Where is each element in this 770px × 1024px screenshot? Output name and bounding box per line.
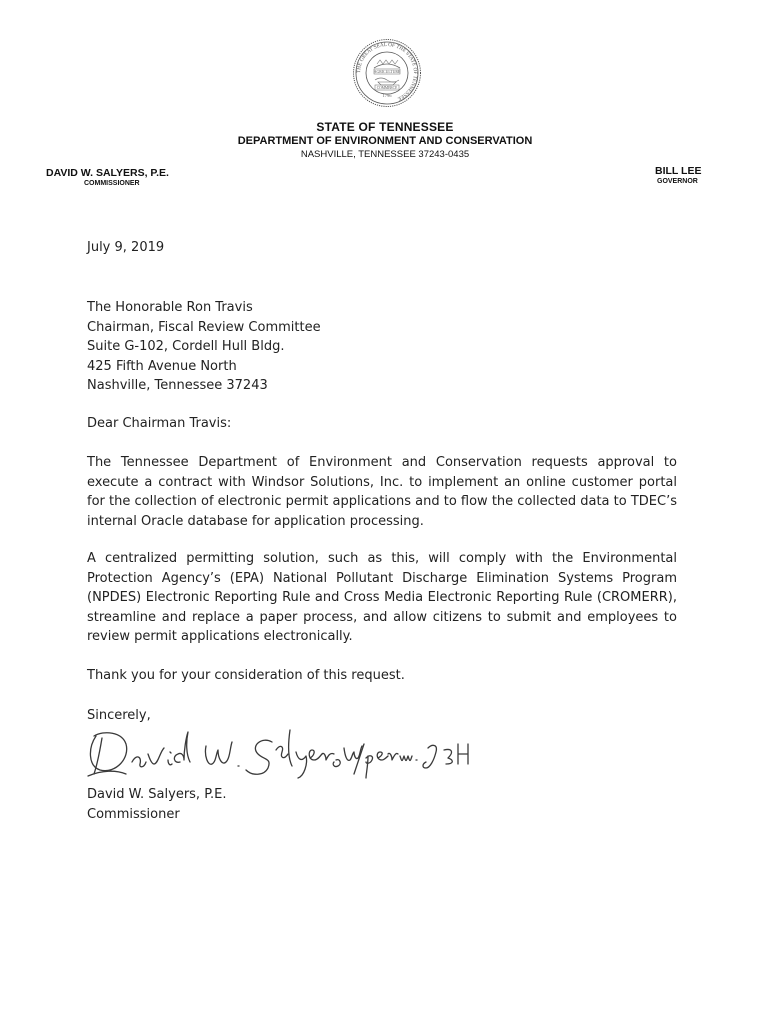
body-paragraph-1: The Tennessee Department of Environment and Conservation requests approval to execute a contract with Windsor Solutions, Inc. to implement an online customer portal for the collection of electronic permit applications and to flow the collected data to TDEC’s internal Oracle database for application processing. — [87, 455, 677, 529]
seal-year: 1796 — [382, 93, 392, 98]
seal-ring-text: THE GREAT SEAL OF THE STATE OF TENNESSEE — [355, 41, 419, 102]
recipient-line: Nashville, Tennessee 37243 — [87, 378, 268, 393]
department-address: NASHVILLE, TENNESSEE 37243-0435 — [300, 149, 470, 160]
body-paragraph-2: A centralized permitting solution, such as this, will comply with the Environmental Protection Agency’s (EPA) National Pollutant Discharge Elimination Systems Program (NPDES) Electronic Reporting Rule and Cross Media Electronic Reporting Rule (CROMERR), streamline and replace a paper process, and allow citizens to submit and employees to review permit applications electronically. — [87, 551, 677, 644]
tennessee-state-seal — [352, 38, 422, 108]
commissioner-name: DAVID W. SALYERS, P.E. — [46, 167, 169, 179]
signature-text: David W. Salyers w/perm. JLH — [274, 758, 290, 759]
recipient-address — [87, 298, 321, 396]
signer-name: David W. Salyers, P.E. — [87, 787, 227, 802]
closing: Sincerely, — [87, 708, 151, 723]
signer-title: Commissioner — [87, 806, 180, 822]
department-name: DEPARTMENT OF ENVIRONMENT AND CONSERVATION — [237, 135, 533, 147]
seal-center-text: AGRICULTURE — [373, 70, 401, 74]
letter-date: July 9, 2019 — [87, 240, 165, 255]
commissioner-title: COMMISSIONER — [84, 180, 140, 187]
governor-name: BILL LEE — [655, 165, 702, 177]
recipient-line: Suite G-102, Cordell Hull Bldg. — [87, 339, 285, 354]
recipient-line: 425 Fifth Avenue North — [87, 358, 237, 374]
state-name: STATE OF TENNESSEE — [316, 120, 454, 134]
governor-title: GOVERNOR — [657, 178, 698, 185]
signer-block — [87, 785, 227, 824]
handwritten-signature — [82, 718, 482, 784]
recipient-line: The Honorable Ron Travis — [87, 300, 253, 315]
seal-bottom-text: COMMERCE — [376, 86, 398, 90]
salutation: Dear Chairman Travis: — [87, 416, 232, 431]
recipient-line: Chairman, Fiscal Review Committee — [87, 319, 321, 335]
thanks-line: Thank you for your consideration of this request. — [87, 668, 405, 683]
